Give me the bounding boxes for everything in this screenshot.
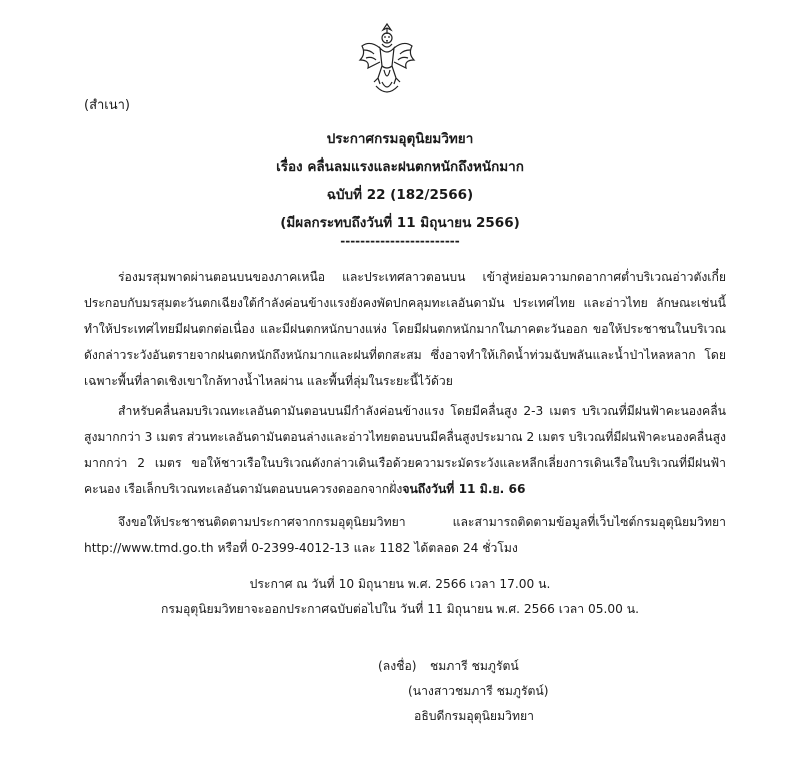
title-divider: ------------------------ xyxy=(340,234,460,248)
body-paragraph-3: จึงขอให้ประชาชนติดตามประกาศจากกรมอุตุนิยมวิทยา และสามารถติดตามข้อมูลที่เว็บไซต์กรมอุตุนิยมวิทยา http://www.tmd.go.th หรือที่ 0-2399-4012-13 และ 1182 ได้ตลอด 24 ชั่วโมง xyxy=(84,515,726,555)
body-paragraph-1: ร่องมรสุมพาดผ่านตอนบนของภาคเหนือ และประเทศลาวตอนบน เข้าสู่หย่อมความกดอากาศต่ำบริเวณอ่าวตังเกี๋ย ประกอบกับมรสุมตะวันตกเฉียงใต้กำลังค่อนข้างแรงยังคงพัดปกคลุมทะเลอันดามัน ประเทศไทย และอ่าวไทย ลักษณะเช่นนี้ทำให้ประเทศไทยมีฝนตกต่อเนื่อง และมีฝนตกหนักบางแห่ง โดยมีฝนตกหนักมากในภาคตะวันออก ขอให้ประชาชนในบริเวณดังกล่าวระวังอันตรายจากฝนตกหนักถึงหนักมากและฝนที่ตกสะสม ซึ่งอาจทำให้เกิดน้ำท่วมฉับพลันและน้ำป่าไหลหลาก โดยเฉพาะพื้นที่ลาดเชิงเขาใกล้ทางน้ำไหลผ่าน และพื้นที่ลุ่มในระยะนี้ไว้ด้วย xyxy=(84,270,726,388)
body-paragraph-2-bold: จนถึงวันที่ 11 มิ.ย. 66 xyxy=(402,482,526,496)
issue-number: ฉบับที่ 22 (182/2566) xyxy=(326,187,474,203)
copy-label: (สำเนา) xyxy=(84,98,131,113)
announcement-title: ประกาศกรมอุตุนิยมวิทยา xyxy=(326,131,474,147)
signature-label: (ลงชื่อ) xyxy=(378,659,417,673)
announcement-subject: เรื่อง คลื่นลมแรงและฝนตกหนักถึงหนักมาก xyxy=(276,159,524,175)
signature-name: ชมภารี ชมภูรัตน์ xyxy=(430,659,519,673)
signatory-position: อธิบดีกรมอุตุนิยมวิทยา xyxy=(414,709,534,723)
garuda-emblem-icon xyxy=(356,20,418,100)
body-paragraph-2 xyxy=(84,398,726,502)
signatory-full-name: (นางสาวชมภารี ชมภูรัตน์) xyxy=(408,684,549,698)
body-paragraph-2-text: สำหรับคลื่นลมบริเวณทะเลอันดามันตอนบนมีกำลังค่อนข้างแรง โดยมีคลื่นสูง 2-3 เมตร บริเวณที่มีฝนฟ้าคะนองคลื่นสูงมากกว่า 3 เมตร ส่วนทะเลอันดามันตอนล่างและอ่าวไทยตอนบนมีคลื่นสูงประมาณ 2 เมตร บริเวณที่มีฝนฟ้าคะนองคลื่นสูงมากกว่า 2 เมตร ขอให้ชาวเรือในบริเวณดังกล่าวเดินเรือด้วยความระมัดระวังและหลีกเลี่ยงการเดินเรือในบริเวณที่มีฝนฟ้าคะนอง เรือเล็กบริเวณทะเลอันดามันตอนบนควรงดออกจากฝั่ง xyxy=(84,404,726,496)
effective-date: (มีผลกระทบถึงวันที่ 11 มิถุนายน 2566) xyxy=(280,215,520,231)
next-announcement: กรมอุตุนิยมวิทยาจะออกประกาศฉบับต่อไปใน วันที่ 11 มิถุนายน พ.ศ. 2566 เวลา 05.00 น. xyxy=(161,602,639,616)
issued-datetime: ประกาศ ณ วันที่ 10 มิถุนายน พ.ศ. 2566 เวลา 17.00 น. xyxy=(249,577,551,591)
